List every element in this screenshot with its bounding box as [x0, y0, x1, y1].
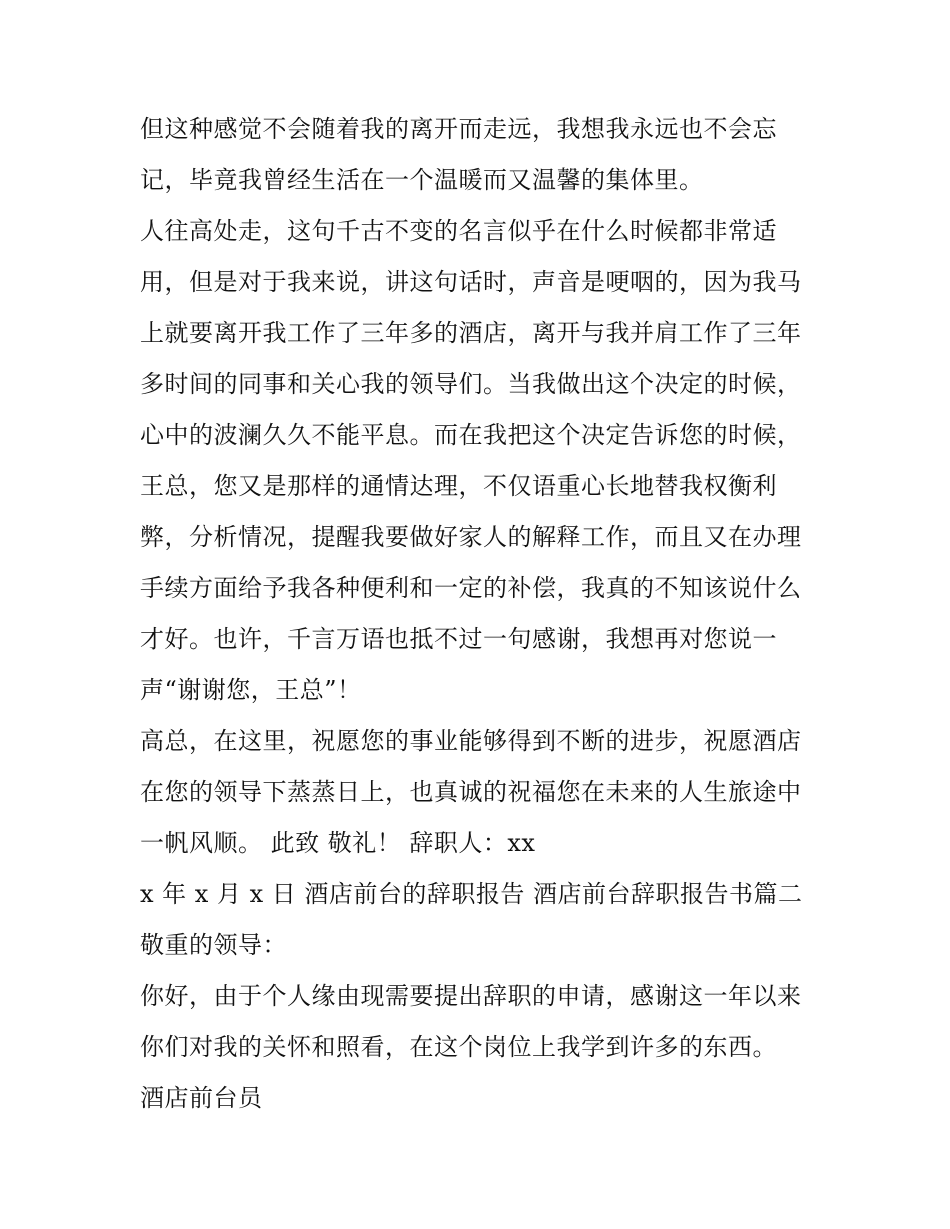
text-line: 声“谢谢您，王总”！ [140, 676, 362, 704]
text-line: 多时间的同事和关心我的领导们。当我做出这个决定的时候， [140, 370, 802, 398]
text-line: 王总，您又是那样的通情达理，不仅语重心长地替我权衡利 [140, 472, 777, 500]
text-line: 在您的领导下蒸蒸日上，也真诚的祝福您在未来的人生旅途中 [140, 778, 802, 806]
text-line: 才好。也许，千言万语也抵不过一句感谢，我想再对您说一 [140, 625, 777, 653]
text-line: 弊，分析情况，提醒我要做好家人的解释工作，而且又在办理 [140, 523, 802, 551]
text-line: 上就要离开我工作了三年多的酒店，离开与我并肩工作了三年 [140, 319, 802, 347]
text-line: x 年 x 月 x 日 酒店前台的辞职报告 酒店前台辞职报告书篇二 [140, 880, 803, 908]
text-line: 一帆风顺。 此致 敬礼！ 辞职人：xx [140, 829, 536, 857]
text-line: 酒店前台员 [140, 1084, 263, 1112]
text-line: 记，毕竟我曾经生活在一个温暖而又温馨的集体里。 [140, 166, 704, 194]
text-line: 人往高处走，这句千古不变的名言似乎在什么时候都非常适 [140, 217, 777, 245]
text-line: 但这种感觉不会随着我的离开而走远，我想我永远也不会忘 [140, 115, 777, 143]
text-line: 你好，由于个人缘由现需要提出辞职的申请，感谢这一年以来 [140, 982, 802, 1010]
text-line: 敬重的领导： [140, 931, 287, 959]
text-line: 心中的波澜久久不能平息。而在我把这个决定告诉您的时候， [140, 421, 802, 449]
text-line: 用，但是对于我来说，讲这句话时，声音是哽咽的，因为我马 [140, 268, 802, 296]
text-line: 手续方面给予我各种便利和一定的补偿，我真的不知该说什么 [140, 574, 802, 602]
text-line: 你们对我的关怀和照看，在这个岗位上我学到许多的东西。 [140, 1033, 777, 1061]
document-body [140, 104, 820, 1124]
text-line: 高总，在这里，祝愿您的事业能够得到不断的进步，祝愿酒店 [140, 727, 802, 755]
